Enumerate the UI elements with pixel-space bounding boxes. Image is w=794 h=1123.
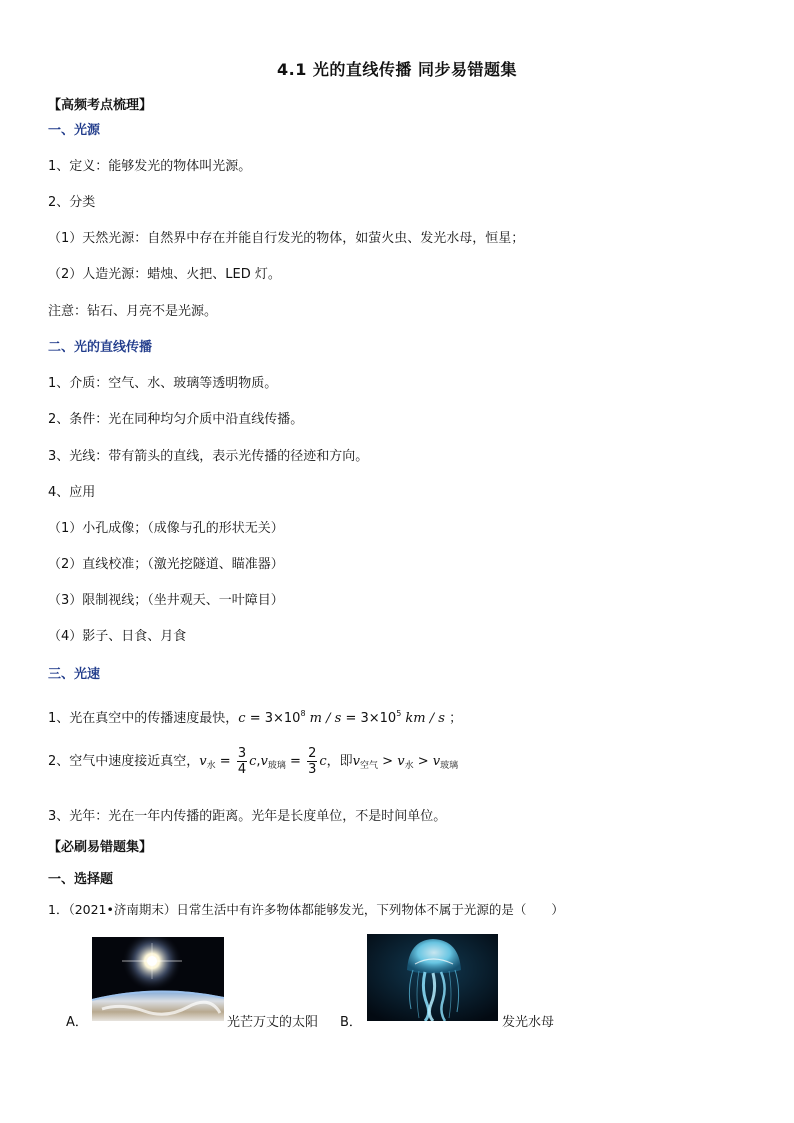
fraction-two-thirds (307, 746, 317, 777)
text-line: （2）直线校准；（激光挖隧道、瞄准器） (48, 557, 284, 572)
formula-v: v (397, 754, 405, 769)
formula-part: = 3×10 (245, 711, 301, 726)
formula-exponent: 8 (300, 709, 306, 718)
jellyfish-image-graphic (367, 934, 498, 1021)
section-light-source-heading: 一、光源 (48, 123, 101, 138)
summary-heading: 【高频考点梳理】 (48, 98, 153, 113)
option-b-letter: B． (340, 1015, 362, 1030)
formula-part: , (256, 754, 261, 769)
option-b-caption: 发光水母 (502, 1015, 555, 1030)
formula-v: v (199, 754, 207, 769)
exercise-heading: 【必刷易错题集】 (48, 840, 153, 855)
formula-v: v (352, 754, 361, 769)
formula-subscript: 玻璃 (440, 761, 459, 771)
text-prefix: 1、光在真空中的传播速度最快， (48, 711, 239, 726)
light-speed-line (48, 705, 462, 728)
text-line: （2）人造光源：蜡烛、火把、LED 灯。 (48, 267, 281, 282)
text-line: （1）小孔成像；（成像与孔的形状无关） (48, 521, 284, 536)
fraction-three-quarters (237, 746, 247, 777)
formula-part: ； (444, 711, 463, 726)
sun-over-earth-image (92, 937, 224, 1021)
text-line: 1、定义：能够发光的物体叫光源。 (48, 159, 252, 174)
formula-subscript: 空气 (360, 761, 379, 771)
formula-unit: km / s (401, 711, 445, 726)
text-line: 4、应用 (48, 485, 96, 500)
fraction-numerator: 3 (237, 746, 247, 761)
sun-image-graphic (92, 937, 224, 1021)
page-title: 4.1 光的直线传播 同步易错题集 (277, 60, 517, 79)
text-line: （1）天然光源：自然界中存在并能自行发光的物体，如萤火虫、发光水母，恒星； (48, 231, 525, 246)
text-line: 1、介质：空气、水、玻璃等透明物质。 (48, 376, 278, 391)
formula-v: v (260, 754, 268, 769)
formula-part: ，即 (326, 754, 353, 769)
text-line: 3、光年：光在一年内传播的距离。光年是长度单位，不是时间单位。 (48, 809, 447, 824)
formula-subscript: 水 (206, 761, 216, 771)
fraction-denominator: 4 (237, 762, 247, 777)
text-line: （3）限制视线；（坐井观天、一叶障目） (48, 593, 284, 608)
fraction-denominator: 3 (308, 762, 317, 777)
formula-subscript: 水 (404, 761, 414, 771)
text-line: （4）影子、日食、月食 (48, 629, 187, 644)
air-speed-line (48, 745, 458, 779)
text-line: 注意：钻石、月亮不是光源。 (48, 304, 218, 319)
glowing-jellyfish-image (367, 934, 498, 1021)
formula-c: c (319, 754, 327, 769)
text-line: 3、光线：带有箭头的直线，表示光传播的径迹和方向。 (48, 449, 369, 464)
section-light-speed-heading: 三、光速 (48, 667, 101, 682)
formula-part: > (413, 754, 433, 769)
formula-subscript: 玻璃 (267, 761, 286, 771)
fraction-numerator: 2 (308, 746, 317, 761)
option-a-letter: A． (66, 1015, 88, 1030)
choice-heading: 一、选择题 (48, 872, 114, 887)
text-prefix: 2、空气中速度接近真空， (48, 754, 200, 769)
option-a-caption: 光芒万丈的太阳 (227, 1015, 319, 1030)
formula-unit: m / s (305, 711, 342, 726)
formula-part: = (285, 754, 306, 769)
formula-part: = 3×10 (341, 711, 397, 726)
text-line: 2、条件：光在同种均匀介质中沿直线传播。 (48, 412, 304, 427)
section-rectilinear-heading: 二、光的直线传播 (48, 340, 153, 355)
text-line: 2、分类 (48, 195, 96, 210)
question-1: 1．（2021•济南期末）日常生活中有许多物体都能够发光，下列物体不属于光源的是（ ） (48, 902, 564, 917)
formula-part: = (215, 754, 235, 769)
formula-c: c (238, 711, 246, 726)
formula-v: v (432, 754, 441, 769)
formula-part: > (378, 754, 398, 769)
formula-c: c (249, 754, 257, 769)
formula-exponent: 5 (396, 709, 402, 718)
